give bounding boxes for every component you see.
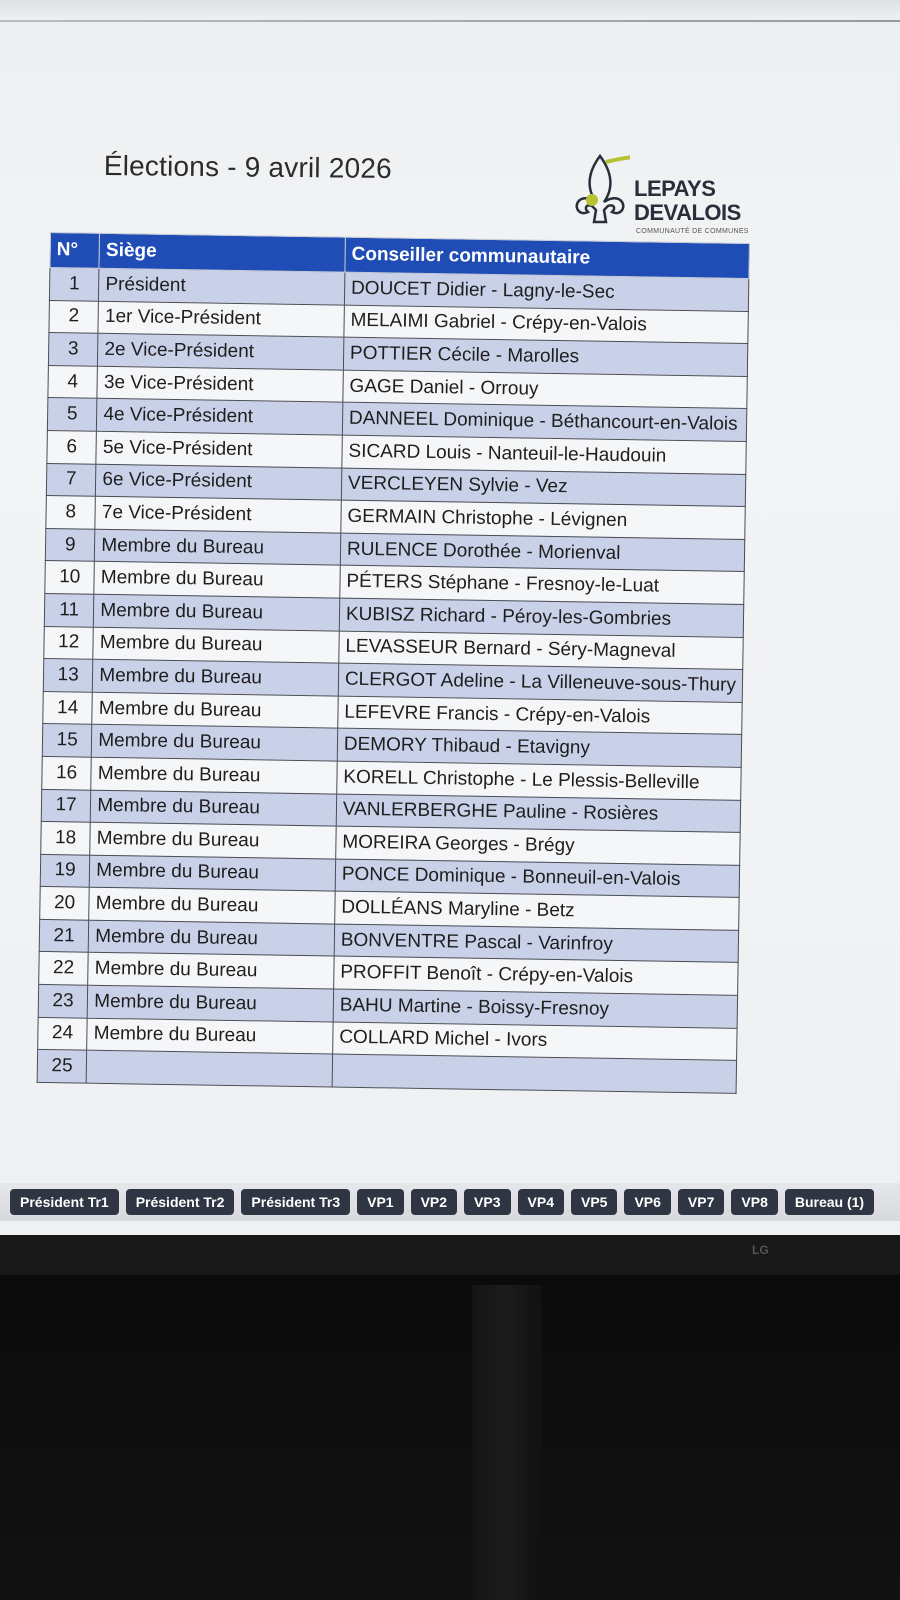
logo-line-2: DEVALOIS <box>634 200 741 225</box>
cell-siege: Membre du Bureau <box>95 529 341 565</box>
cell-siege <box>86 1050 332 1086</box>
sheet-tab[interactable]: VP5 <box>571 1189 617 1215</box>
cell-siege: Membre du Bureau <box>90 822 336 858</box>
cell-conseiller: DEMORY Thibaud - Etavigny <box>337 728 742 767</box>
cell-siege: Membre du Bureau <box>88 920 334 956</box>
cell-conseiller: POTTIER Cécile - Marolles <box>343 337 748 376</box>
cell-conseiller: VERCLEYEN Sylvie - Vez <box>341 468 746 507</box>
fleur-de-lis-icon <box>570 152 630 232</box>
cell-conseiller: DOLLÉANS Maryline - Betz <box>335 891 740 930</box>
header-conseiller: Conseiller communautaire <box>345 237 750 278</box>
cell-conseiller: SICARD Louis - Nanteuil-le-Haudouin <box>342 435 747 474</box>
sheet-tab[interactable]: VP2 <box>411 1189 457 1215</box>
cell-siege: 2e Vice-Président <box>98 333 344 369</box>
cell-siege: Membre du Bureau <box>87 985 333 1021</box>
background-dark <box>0 1275 900 1600</box>
cell-num: 7 <box>46 463 96 496</box>
cell-num: 13 <box>43 659 93 692</box>
cell-conseiller: GERMAIN Christophe - Lévignen <box>341 500 746 539</box>
cell-num: 12 <box>44 626 94 659</box>
cell-siege: 4e Vice-Président <box>97 399 343 435</box>
cell-conseiller: RULENCE Dorothée - Morienval <box>340 533 745 572</box>
cell-siege: Membre du Bureau <box>93 627 339 663</box>
cell-num: 10 <box>45 561 95 594</box>
cell-num: 23 <box>38 984 88 1017</box>
cell-num: 6 <box>47 430 97 463</box>
cell-num: 17 <box>41 789 91 822</box>
cell-siege: Membre du Bureau <box>89 887 335 923</box>
cell-conseiller: GAGE Daniel - Orrouy <box>343 370 748 409</box>
cell-num: 9 <box>45 528 95 561</box>
cell-conseiller: CLERGOT Adeline - La Villeneuve-sous-Thury <box>338 663 743 702</box>
cell-conseiller: BONVENTRE Pascal - Varinfroy <box>334 924 739 963</box>
page-title: Élections - 9 avril 2026 <box>103 150 393 185</box>
cell-siege: 3e Vice-Président <box>97 366 343 402</box>
cell-conseiller: PROFFIT Benoît - Crépy-en-Valois <box>334 957 739 996</box>
cell-num: 11 <box>44 593 94 626</box>
sheet-tab[interactable]: VP6 <box>624 1189 670 1215</box>
cell-conseiller <box>332 1054 737 1093</box>
cell-siege: 6e Vice-Président <box>96 464 342 500</box>
cell-conseiller: BAHU Martine - Boissy-Fresnoy <box>333 989 738 1028</box>
cell-num: 3 <box>48 333 98 366</box>
cell-siege: Membre du Bureau <box>94 594 340 630</box>
cell-num: 20 <box>40 887 90 920</box>
cell-num: 2 <box>49 300 99 333</box>
cell-conseiller: MELAIMI Gabriel - Crépy-en-Valois <box>344 305 749 344</box>
sheet-tab[interactable]: VP3 <box>464 1189 510 1215</box>
cell-conseiller: PONCE Dominique - Bonneuil-en-Valois <box>335 859 740 898</box>
sheet-tab[interactable]: VP1 <box>357 1189 403 1215</box>
cell-num: 25 <box>37 1050 87 1083</box>
screen-divider <box>0 20 900 22</box>
cell-conseiller: DOUCET Didier - Lagny-le-Sec <box>344 272 749 311</box>
cell-conseiller: COLLARD Michel - Ivors <box>333 1022 738 1061</box>
cell-num: 5 <box>47 398 97 431</box>
cell-siege: 5e Vice-Président <box>96 431 342 467</box>
sheet-tab-bar <box>0 1183 900 1221</box>
sheet-tab[interactable]: VP4 <box>518 1189 564 1215</box>
cell-num: 1 <box>49 268 99 301</box>
cell-conseiller: LEFEVRE Francis - Crépy-en-Valois <box>338 696 743 735</box>
logo-line-1: LEPAYS <box>634 176 716 201</box>
cell-num: 22 <box>39 952 89 985</box>
cell-siege: Membre du Bureau <box>91 757 337 793</box>
header-num: N° <box>50 233 100 269</box>
cell-siege: Membre du Bureau <box>94 562 340 598</box>
cell-siege: Membre du Bureau <box>91 790 337 826</box>
cell-siege: Membre du Bureau <box>89 855 335 891</box>
cell-conseiller: MOREIRA Georges - Brégy <box>336 826 741 865</box>
results-table-container <box>37 232 790 1094</box>
cell-num: 15 <box>42 724 92 757</box>
cell-conseiller: KORELL Christophe - Le Plessis-Belleville <box>337 761 742 800</box>
cell-num: 24 <box>38 1017 88 1050</box>
cell-conseiller: LEVASSEUR Bernard - Séry-Magneval <box>339 631 744 670</box>
sheet-tab[interactable]: Président Tr3 <box>241 1189 350 1215</box>
sheet-tab[interactable]: VP7 <box>678 1189 724 1215</box>
cell-conseiller: DANNEEL Dominique - Béthancourt-en-Valois <box>342 402 747 441</box>
cell-siege: Membre du Bureau <box>88 953 334 989</box>
cell-num: 4 <box>48 365 98 398</box>
cell-siege: Membre du Bureau <box>87 1018 333 1054</box>
cell-conseiller: VANLERBERGHE Pauline - Rosières <box>336 794 741 833</box>
results-table <box>37 232 750 1094</box>
cell-num: 18 <box>41 822 91 855</box>
header-siege: Siège <box>99 233 345 272</box>
pays-de-valois-logo <box>580 152 755 244</box>
sheet-tab[interactable]: Bureau (1) <box>785 1189 874 1215</box>
sheet-tab[interactable]: Président Tr1 <box>10 1189 119 1215</box>
sheet-tab[interactable]: VP8 <box>731 1189 777 1215</box>
sheet-tab[interactable]: Président Tr2 <box>126 1189 235 1215</box>
cell-siege: Membre du Bureau <box>93 659 339 695</box>
cell-num: 16 <box>42 756 92 789</box>
cell-siege: Président <box>99 268 345 304</box>
logo-subtitle: COMMUNAUTÉ DE COMMUNES <box>636 228 749 235</box>
cell-num: 21 <box>39 919 89 952</box>
monitor-brand-logo: LG <box>752 1243 769 1257</box>
table-body <box>37 268 749 1094</box>
cell-num: 19 <box>40 854 90 887</box>
cell-siege: Membre du Bureau <box>92 692 338 728</box>
cell-siege: Membre du Bureau <box>92 725 338 761</box>
monitor-stand <box>472 1285 542 1600</box>
cell-num: 14 <box>43 691 93 724</box>
cell-num: 8 <box>46 496 96 529</box>
screen-top-edge <box>0 0 900 18</box>
cell-siege: 7e Vice-Président <box>95 496 341 532</box>
cell-conseiller: PÉTERS Stéphane - Fresnoy-le-Luat <box>340 565 745 604</box>
cell-siege: 1er Vice-Président <box>98 301 344 337</box>
cell-conseiller: KUBISZ Richard - Péroy-les-Gombries <box>339 598 744 637</box>
